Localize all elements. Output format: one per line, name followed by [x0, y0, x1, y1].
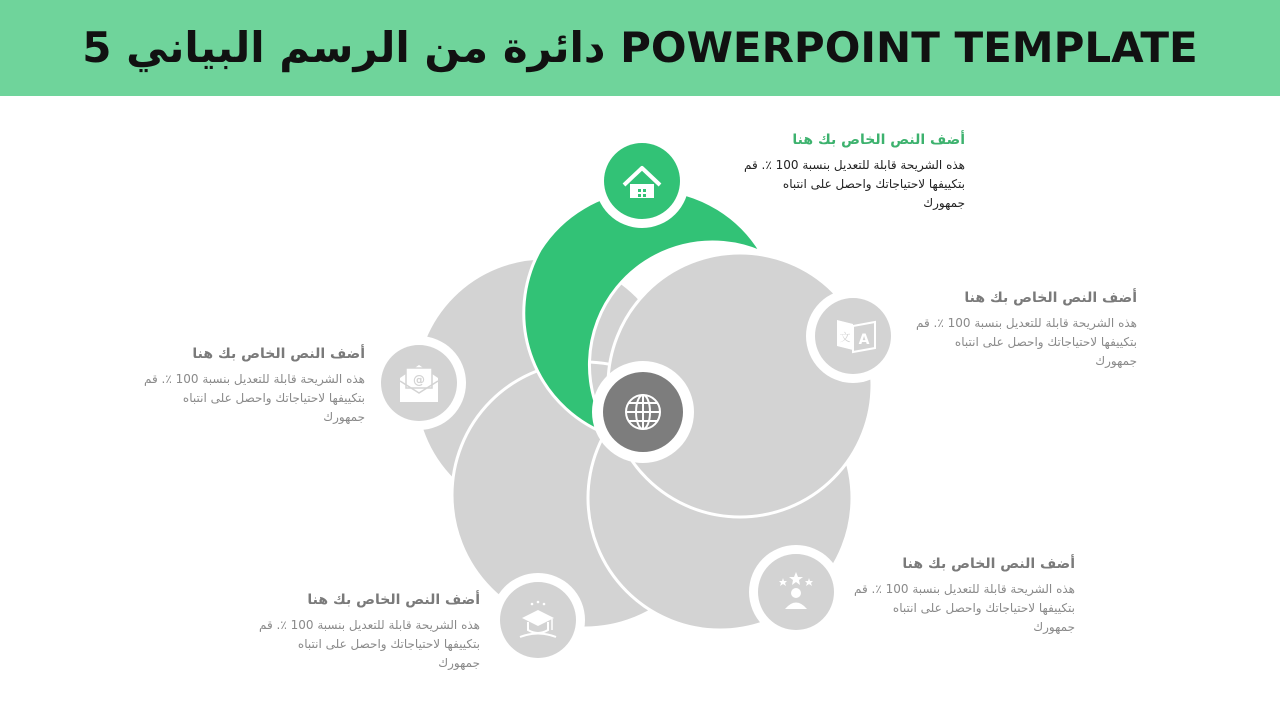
- email-icon: [400, 365, 438, 402]
- globe-icon: [626, 395, 660, 429]
- node-top[interactable]: [595, 134, 689, 228]
- text-block-heading: أضف النص الخاص بك هنا: [964, 290, 1137, 306]
- svg-text:文: 文: [839, 331, 851, 344]
- text-block-bottom-right: [850, 554, 1075, 637]
- page-title: 5 دائرة من الرسم البياني POWERPOINT TEMPLATE: [82, 23, 1198, 72]
- text-block-bottom-left: [255, 590, 480, 673]
- text-block-body: هذه الشريحة قابلة للتعديل بنسبة 100 ٪. قم بتكييفها لاحتياجاتك واحصل على انتباه جمهورك: [259, 618, 480, 670]
- node-left[interactable]: [372, 336, 466, 430]
- text-block-heading: أضف النص الخاص بك هنا: [792, 132, 965, 148]
- text-block-body: هذه الشريحة قابلة للتعديل بنسبة 100 ٪. قم بتكييفها لاحتياجاتك واحصل على انتباه جمهورك: [144, 372, 365, 424]
- node-bottom-right[interactable]: [749, 545, 843, 639]
- text-block-right: [912, 288, 1137, 371]
- text-block-heading: أضف النص الخاص بك هنا: [307, 592, 480, 608]
- text-block-heading: أضف النص الخاص بك هنا: [902, 556, 1075, 572]
- svg-text:A: A: [858, 332, 870, 348]
- text-block-heading: أضف النص الخاص بك هنا: [192, 346, 365, 362]
- center-node[interactable]: [592, 361, 694, 463]
- node-right[interactable]: [806, 289, 900, 383]
- text-block-left: [140, 344, 365, 427]
- node-bottom-left[interactable]: [491, 573, 585, 667]
- text-block-top: [740, 130, 965, 213]
- svg-text:@: @: [413, 373, 425, 387]
- text-block-body: هذه الشريحة قابلة للتعديل بنسبة 100 ٪. قم بتكييفها لاحتياجاتك واحصل على انتباه جمهورك: [744, 158, 965, 210]
- text-block-body: هذه الشريحة قابلة للتعديل بنسبة 100 ٪. قم بتكييفها لاحتياجاتك واحصل على انتباه جمهورك: [854, 582, 1075, 634]
- text-block-body: هذه الشريحة قابلة للتعديل بنسبة 100 ٪. قم بتكييفها لاحتياجاتك واحصل على انتباه جمهورك: [916, 316, 1137, 368]
